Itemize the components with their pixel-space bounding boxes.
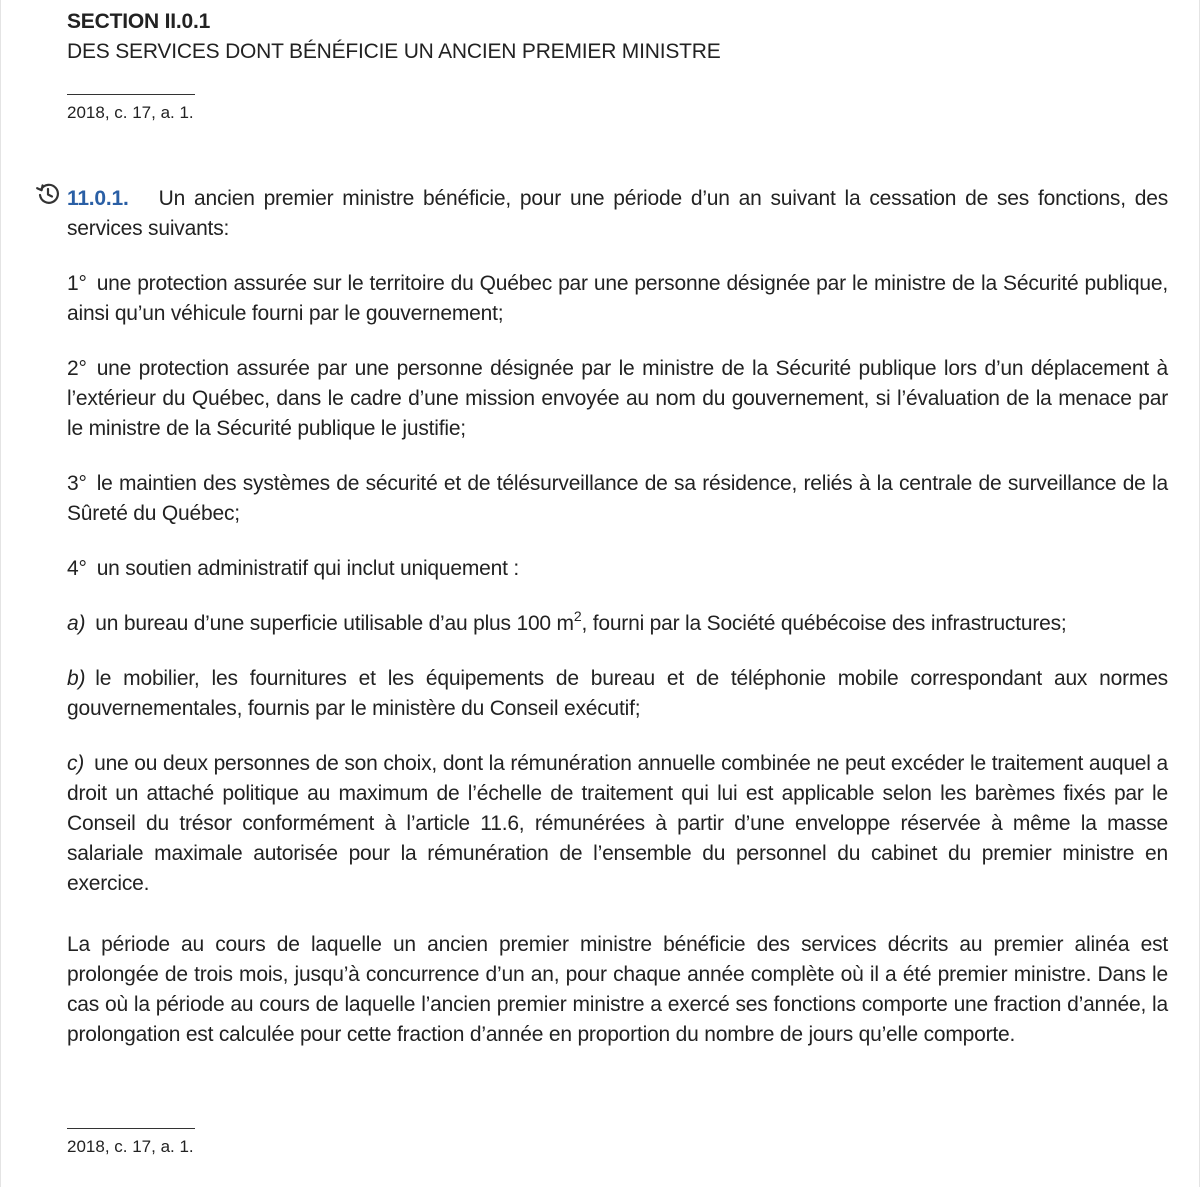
list-item-marker: 1° xyxy=(67,272,87,295)
sub-item xyxy=(67,609,1168,639)
sub-item-letter: a) xyxy=(67,612,86,635)
list-item-text: une protection assurée par une personne désignée par le ministre de la Sécurité publique lors d’un déplacement à l’extérieur du Québec, dans le cadre d’une mission envoyée au nom du gouvernement, si l’évaluation de la menace par le ministre de la Sécurité publique le justifie; xyxy=(67,357,1168,440)
section-source: 2018, c. 17, a. 1. xyxy=(67,103,194,122)
superscript: 2 xyxy=(573,608,582,624)
list-item xyxy=(67,554,1168,584)
list-item xyxy=(67,269,1168,329)
section-subtitle: DES SERVICES DONT BÉNÉFICIE UN ANCIEN PREMIER MINISTRE xyxy=(67,40,721,63)
list-item xyxy=(67,469,1168,529)
list-item xyxy=(67,354,1168,444)
history-clock-icon[interactable] xyxy=(35,181,61,207)
article-number[interactable]: 11.0.1. xyxy=(67,187,129,210)
article-intro xyxy=(67,184,1168,244)
sub-item-text: le mobilier, les fournitures et les équipements de bureau et de téléphonie mobile correspondant aux normes gouvernementales, fournis par le ministère du Conseil exécutif; xyxy=(67,667,1168,720)
list-item-marker: 2° xyxy=(67,357,87,380)
article-body xyxy=(67,184,1168,1075)
list-item-text: une protection assurée sur le territoire du Québec par une personne désignée par le ministre de la Sécurité publique, ainsi qu’un véhicule fourni par le gouvernement; xyxy=(67,272,1168,325)
sub-item-letter: b) xyxy=(67,667,86,690)
source-divider xyxy=(67,1128,195,1129)
article-source: 2018, c. 17, a. 1. xyxy=(67,1137,194,1156)
sub-item-text: un bureau d’une superficie utilisable d’au plus 100 m xyxy=(95,612,574,635)
sub-item-text-after: , fourni par la Société québécoise des infrastructures; xyxy=(581,612,1067,635)
sub-item-text: une ou deux personnes de son choix, dont la rémunération annuelle combinée ne peut excéder le traitement auquel a droit un attaché politique au maximum de l’échelle de traitement qui lui est applicable selon les barèmes fixés par le Conseil du trésor conformément à l’article 11.6, rémunérées à partir d’une enveloppe réservée à même la masse salariale maximale autorisée pour la rémunération de l’ensemble du personnel du cabinet du premier ministre en exercice. xyxy=(67,752,1168,895)
sub-item xyxy=(67,749,1168,899)
section-title: SECTION II.0.1 xyxy=(67,10,211,33)
sub-item-letter: c) xyxy=(67,752,85,775)
sub-item xyxy=(67,664,1168,724)
list-item-text: le maintien des systèmes de sécurité et de télésurveillance de sa résidence, reliés à la centrale de surveillance de la Sûreté du Québec; xyxy=(67,472,1168,525)
source-divider xyxy=(67,94,195,95)
list-item-text: un soutien administratif qui inclut uniquement : xyxy=(96,557,520,580)
list-item-marker: 3° xyxy=(67,472,87,495)
article-intro-text: Un ancien premier ministre bénéficie, pour une période d’un an suivant la cessation de ses fonctions, des services suivants: xyxy=(67,187,1168,240)
list-item-marker: 4° xyxy=(67,557,87,580)
closing-paragraph: La période au cours de laquelle un ancien premier ministre bénéficie des services décrits au premier alinéa est prolongée de trois mois, jusqu’à concurrence d’un an, pour chaque année complète où il a été premier ministre. Dans le cas où la période au cours de laquelle l’ancien premier ministre a exercé ses fonctions comporte une fraction d’année, la prolongation est calculée pour cette fraction d’année en proportion du nombre de jours qu’elle comporte. xyxy=(67,933,1168,1046)
